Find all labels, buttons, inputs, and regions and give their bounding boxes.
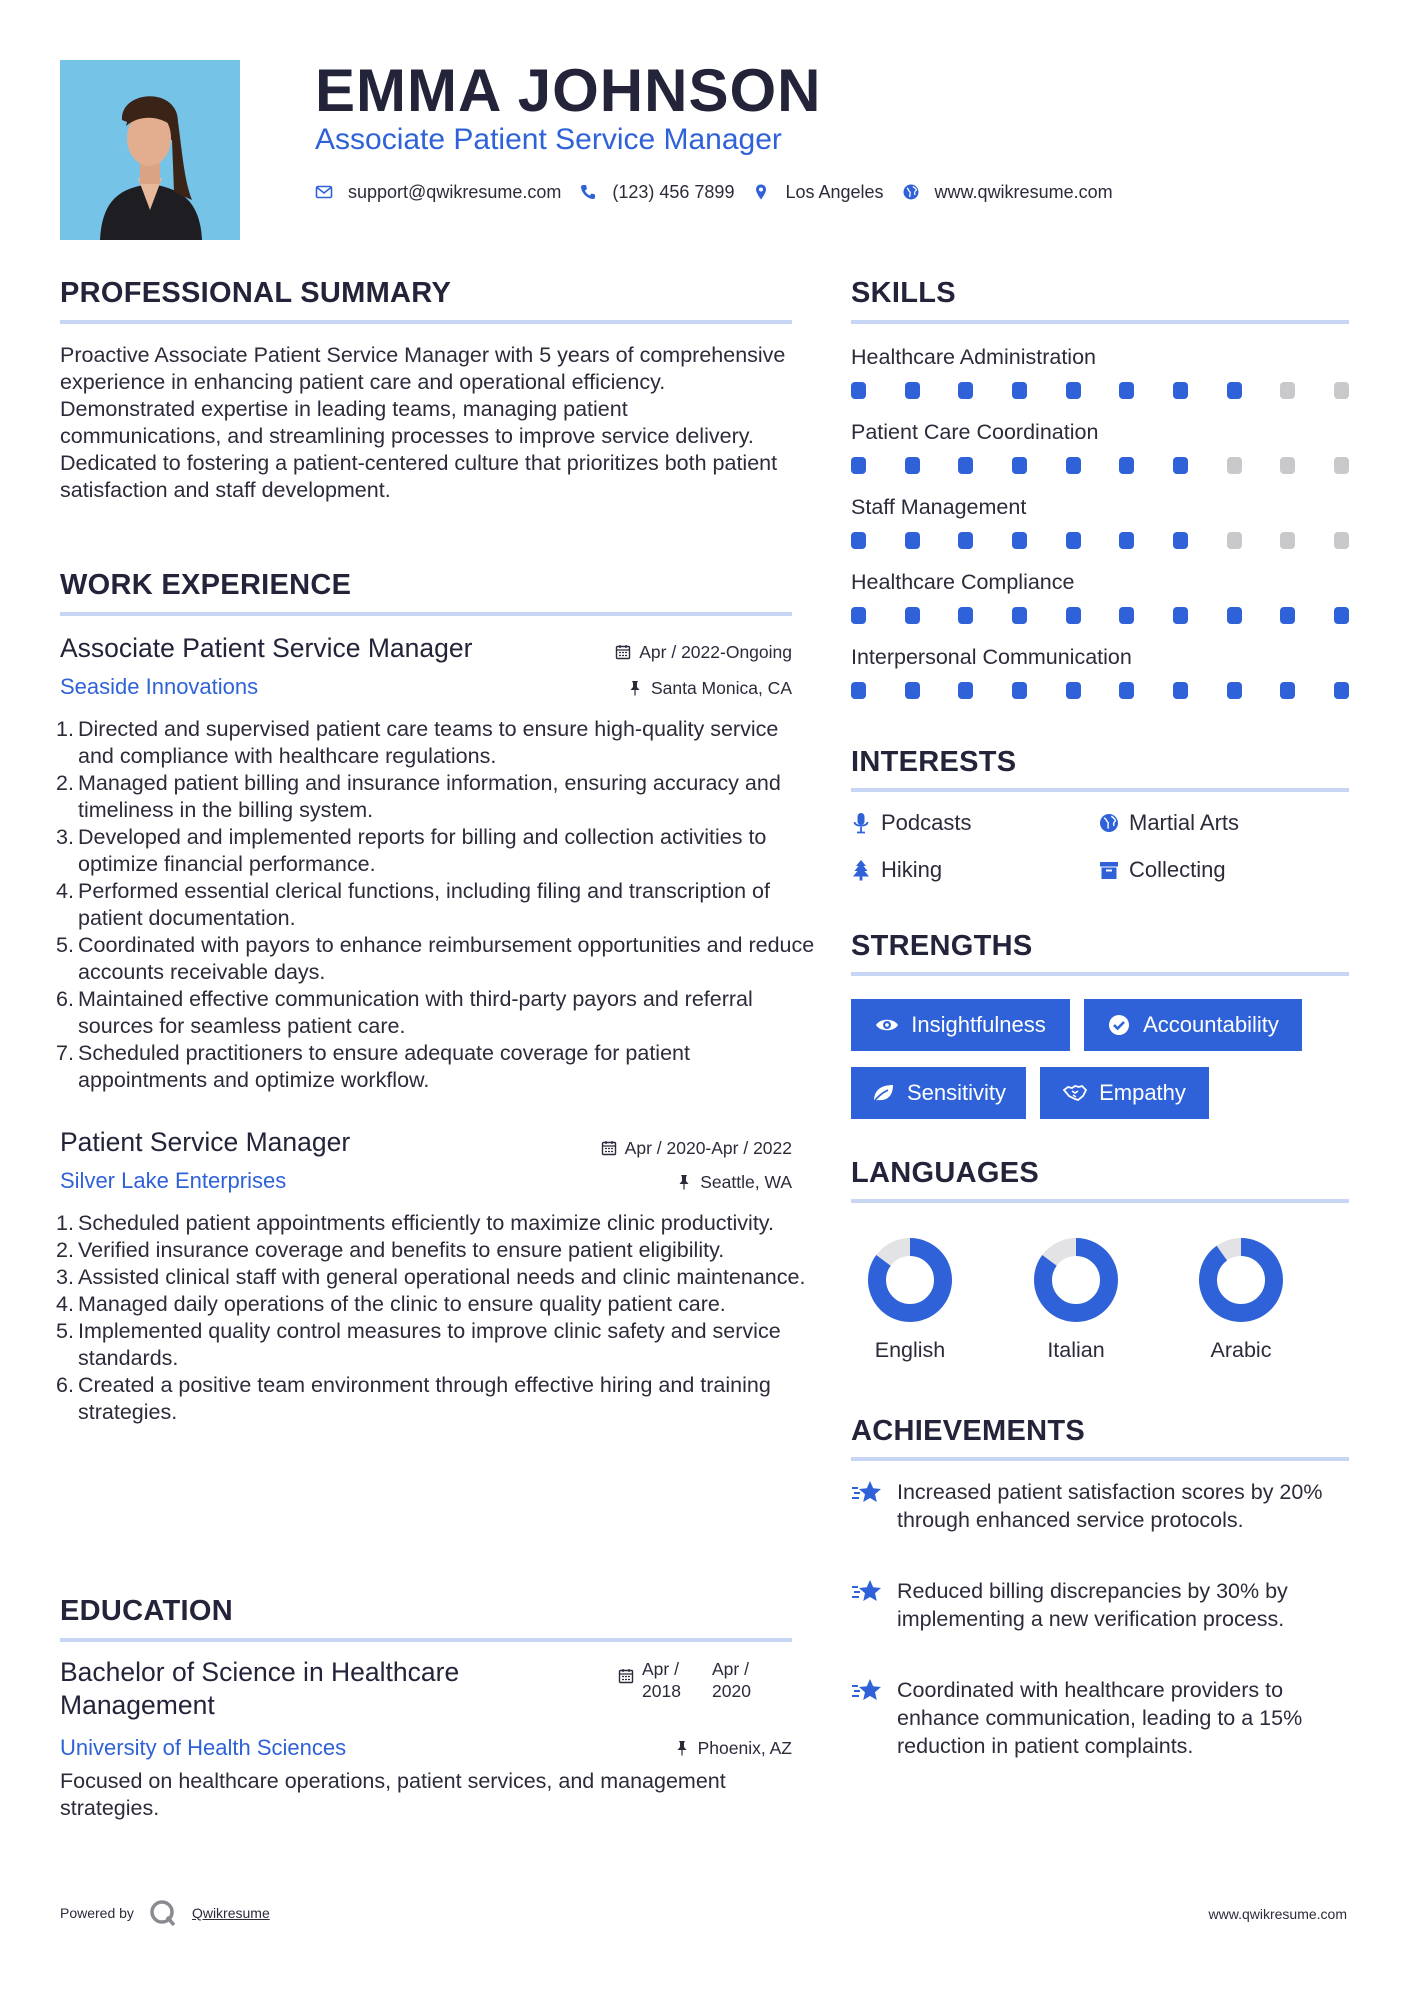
calendar-icon <box>618 1668 634 1684</box>
education-location <box>560 1736 792 1760</box>
skill-dot <box>851 457 866 474</box>
strength-chip <box>851 1067 1026 1119</box>
phone-text: (123) 456 7899 <box>612 181 735 202</box>
education-heading: EDUCATION <box>60 1595 233 1627</box>
candidate-role: Associate Patient Service Manager <box>315 123 782 156</box>
skill-dot <box>958 382 973 399</box>
leaf-icon <box>871 1082 895 1104</box>
skill-dot <box>1012 382 1027 399</box>
skill-dot <box>1280 382 1295 399</box>
language-item <box>1016 1236 1136 1363</box>
interest-label: Collecting <box>1129 857 1226 882</box>
language-donut <box>1197 1236 1285 1324</box>
profile-photo <box>60 60 240 240</box>
company-name: Silver Lake Enterprises <box>60 1168 287 1193</box>
languages-heading: LANGUAGES <box>851 1157 1039 1189</box>
interest-label: Hiking <box>881 857 943 882</box>
interest-label: Podcasts <box>881 810 972 835</box>
skill-dot <box>1280 532 1295 549</box>
powered-by-label: Powered by <box>60 1905 134 1921</box>
skill-dot <box>1012 532 1027 549</box>
list-item: Managed patient billing and insurance information, ensuring accuracy and timeliness in the billing system. <box>78 771 781 822</box>
list-item: Implemented quality control measures to improve clinic safety and service standards. <box>78 1319 781 1370</box>
skill-dot <box>1066 382 1081 399</box>
skill-dot <box>1119 382 1134 399</box>
check-circle-icon <box>1107 1014 1131 1036</box>
skill-dot <box>1334 382 1349 399</box>
skill-dot <box>958 607 973 624</box>
skill-dot <box>1334 457 1349 474</box>
achievement-item <box>851 1577 1351 1633</box>
experience-heading: WORK EXPERIENCE <box>60 569 352 601</box>
language-name: Arabic <box>1210 1338 1272 1362</box>
skill-dot <box>1173 457 1188 474</box>
contact-location <box>752 182 883 203</box>
skill-rating <box>851 532 1349 550</box>
job-responsibilities <box>50 1210 820 1426</box>
strength-chip <box>1040 1067 1209 1119</box>
eye-icon <box>875 1014 899 1036</box>
education-divider <box>60 1638 792 1642</box>
strength-label: Sensitivity <box>906 1080 1007 1105</box>
skill-dot <box>958 457 973 474</box>
candidate-name: EMMA JOHNSON <box>315 57 822 124</box>
achievement-item <box>851 1478 1351 1534</box>
language-donut-fill <box>1208 1247 1274 1313</box>
education-end: Apr / 2020 <box>712 1659 751 1701</box>
skill-rating <box>851 382 1349 400</box>
envelope-icon <box>315 183 333 201</box>
footer-powered-by <box>60 1898 270 1928</box>
star-icon <box>851 1479 883 1507</box>
education-start: Apr / 2018 <box>642 1659 681 1701</box>
skill-name: Healthcare Administration <box>851 345 1096 369</box>
archive-icon <box>1099 859 1119 881</box>
handshake-icon <box>1063 1082 1087 1104</box>
skill-dot <box>1334 682 1349 699</box>
skill-dot <box>1227 532 1242 549</box>
strength-chip <box>851 999 1070 1051</box>
skill-dot <box>905 457 920 474</box>
calendar-icon <box>601 1140 617 1156</box>
job-dates-text: Apr / 2022-Ongoing <box>639 642 792 662</box>
summary-heading: PROFESSIONAL SUMMARY <box>60 277 452 309</box>
skill-dot <box>1173 607 1188 624</box>
interests-divider <box>851 788 1349 792</box>
interests-heading: INTERESTS <box>851 746 1017 778</box>
skill-dot <box>905 607 920 624</box>
skill-dot <box>851 532 866 549</box>
achievement-text: Reduced billing discrepancies by 30% by implementing a new verification process. <box>897 1579 1288 1631</box>
strength-chip <box>1084 999 1302 1051</box>
achievements-divider <box>851 1457 1349 1461</box>
skills-divider <box>851 320 1349 324</box>
skill-dot <box>1173 532 1188 549</box>
map-pin-icon <box>752 183 770 201</box>
job-dates <box>560 640 792 664</box>
interest-item <box>851 857 942 883</box>
website-text: www.qwikresume.com <box>934 181 1113 202</box>
globe-icon <box>902 183 920 201</box>
skill-dot <box>851 607 866 624</box>
achievement-text: Increased patient satisfaction scores by 20% through enhanced service protocols. <box>897 1480 1323 1532</box>
education-location-text: Phoenix, AZ <box>697 1738 792 1758</box>
school-name: University of Health Sciences <box>60 1735 347 1760</box>
education-description: Focused on healthcare operations, patient services, and management strategies. <box>60 1769 726 1820</box>
list-item: Scheduled patient appointments efficiently to maximize clinic productivity. <box>78 1211 774 1235</box>
skill-name: Healthcare Compliance <box>851 570 1075 594</box>
language-item <box>1181 1236 1301 1363</box>
skill-dot <box>1334 532 1349 549</box>
skill-rating <box>851 607 1349 625</box>
calendar-icon <box>615 644 631 660</box>
job-location <box>560 676 792 700</box>
language-name: English <box>874 1338 946 1362</box>
job-location <box>560 1170 792 1194</box>
skill-dot <box>958 682 973 699</box>
languages-divider <box>851 1199 1349 1203</box>
skill-dot <box>1066 607 1081 624</box>
job-title: Patient Service Manager <box>60 1127 351 1157</box>
list-item: Directed and supervised patient care teams to ensure high-quality service and compliance with healthcare regulations. <box>78 717 779 768</box>
achievement-item <box>851 1676 1351 1760</box>
interest-item <box>851 810 972 836</box>
skill-dot <box>1119 457 1134 474</box>
skill-dot <box>1012 457 1027 474</box>
strength-label: Empathy <box>1099 1080 1186 1105</box>
summary-text: Proactive Associate Patient Service Manager with 5 years of comprehensive experience in enhancing patient care and operational efficiency. Demonstrated expertise in leading teams, managing patient communications, and streamlining processes to improve service delivery. Dedicated to fostering a patient-centered culture that prioritizes both patient satisfaction and staff development. <box>60 343 786 502</box>
strengths-heading: STRENGTHS <box>851 930 1033 962</box>
list-item: Performed essential clerical functions, including filing and transcription of patient documentation. <box>78 879 770 930</box>
language-item <box>850 1236 970 1363</box>
pushpin-icon <box>674 1740 690 1756</box>
brand-link[interactable]: Qwikresume <box>191 1905 270 1921</box>
skill-dot <box>958 532 973 549</box>
skill-dot <box>1012 607 1027 624</box>
contact-phone[interactable] <box>579 182 734 203</box>
experience-divider <box>60 612 792 616</box>
skill-dot <box>1173 682 1188 699</box>
skill-dot <box>1280 457 1295 474</box>
skill-dot <box>1119 682 1134 699</box>
list-item: Assisted clinical staff with general operational needs and clinic maintenance. <box>78 1265 806 1289</box>
strength-label: Accountability <box>1143 1012 1279 1037</box>
star-icon <box>851 1578 883 1606</box>
job-dates <box>540 1136 792 1160</box>
language-donut <box>866 1236 954 1324</box>
language-donut <box>1032 1236 1120 1324</box>
skill-dot <box>1119 532 1134 549</box>
job-location-text: Santa Monica, CA <box>650 678 792 698</box>
skill-dot <box>851 682 866 699</box>
skill-name: Staff Management <box>851 495 1027 519</box>
job-title: Associate Patient Service Manager <box>60 633 473 663</box>
interest-item <box>1099 857 1226 883</box>
interest-label: Martial Arts <box>1129 810 1240 835</box>
achievements-heading: ACHIEVEMENTS <box>851 1415 1086 1447</box>
skill-dot <box>1227 382 1242 399</box>
skill-dot <box>1227 607 1242 624</box>
skill-dot <box>1280 682 1295 699</box>
skill-dot <box>1066 682 1081 699</box>
summary-divider <box>60 320 792 324</box>
company-name: Seaside Innovations <box>60 674 259 699</box>
skill-dot <box>1066 457 1081 474</box>
skill-dot <box>1334 607 1349 624</box>
contact-email[interactable] <box>315 182 561 203</box>
skill-dot <box>905 532 920 549</box>
strengths-divider <box>851 972 1349 976</box>
achievement-text: Coordinated with healthcare providers to enhance communication, leading to a 15% reduction in patient complaints. <box>897 1678 1303 1758</box>
skill-dot <box>905 382 920 399</box>
footer-url[interactable]: www.qwikresume.com <box>1208 1906 1347 1922</box>
skill-dot <box>1227 682 1242 699</box>
skills-heading: SKILLS <box>851 277 956 309</box>
globe-icon <box>1099 812 1119 834</box>
tree-icon <box>851 859 871 881</box>
education-dates <box>618 1658 772 1702</box>
list-item: Created a positive team environment through effective hiring and training strategies. <box>78 1373 771 1424</box>
skill-dot <box>851 382 866 399</box>
qwikresume-logo-icon <box>148 1898 178 1928</box>
skill-dot <box>1066 532 1081 549</box>
job-dates-text: Apr / 2020-Apr / 2022 <box>624 1138 792 1158</box>
list-item: Maintained effective communication with third-party payors and referral sources for seamless patient care. <box>78 987 753 1038</box>
job-location-text: Seattle, WA <box>700 1172 792 1192</box>
skill-name: Interpersonal Communication <box>851 645 1132 669</box>
skill-dot <box>1280 607 1295 624</box>
skill-dot <box>1173 382 1188 399</box>
contact-bar <box>315 178 1131 206</box>
skill-rating <box>851 682 1349 700</box>
star-icon <box>851 1677 883 1705</box>
degree-title: Bachelor of Science in Healthcare Management <box>60 1657 460 1720</box>
pushpin-icon <box>676 1174 692 1190</box>
location-text: Los Angeles <box>785 181 884 202</box>
job-responsibilities <box>50 716 820 1094</box>
strength-label: Insightfulness <box>911 1012 1046 1037</box>
skill-dot <box>905 682 920 699</box>
email-text: support@qwikresume.com <box>348 181 562 202</box>
contact-website[interactable] <box>902 182 1113 203</box>
list-item: Developed and implemented reports for billing and collection activities to optimize financial performance. <box>78 825 767 876</box>
skill-rating <box>851 457 1349 475</box>
skill-dot <box>1012 682 1027 699</box>
phone-icon <box>579 183 597 201</box>
list-item: Scheduled practitioners to ensure adequate coverage for patient appointments and optimize workflow. <box>78 1041 690 1092</box>
skill-dot <box>1119 607 1134 624</box>
list-item: Coordinated with payors to enhance reimbursement opportunities and reduce accounts receivable days. <box>78 933 815 984</box>
list-item: Verified insurance coverage and benefits to ensure patient eligibility. <box>78 1238 725 1262</box>
microphone-icon <box>851 812 871 834</box>
interest-item <box>1099 810 1239 836</box>
skill-dot <box>1227 457 1242 474</box>
skill-name: Patient Care Coordination <box>851 420 1099 444</box>
language-name: Italian <box>1047 1338 1105 1362</box>
pushpin-icon <box>627 680 643 696</box>
list-item: Managed daily operations of the clinic to ensure quality patient care. <box>78 1292 726 1316</box>
